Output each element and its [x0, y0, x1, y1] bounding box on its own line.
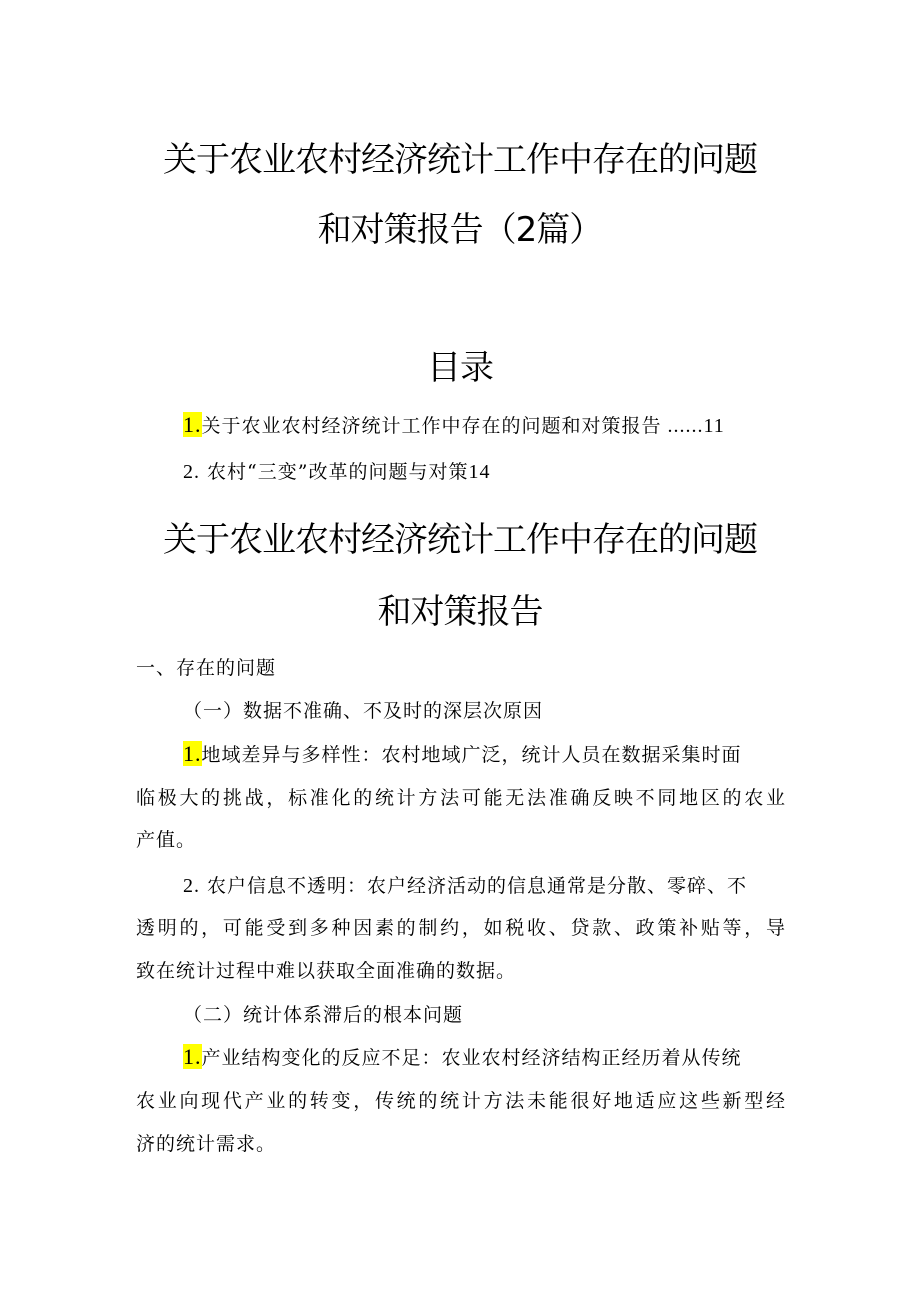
toc-item-2-page: 14 [468, 461, 491, 483]
paragraph-2-line-2: 透明的，可能受到多种因素的制约，如税收、贷款、政策补贴等，导 [136, 917, 786, 939]
toc-item-1-number: 1. [183, 412, 202, 437]
document-title-line-2: 和对策报告（2篇） [317, 210, 603, 250]
subsection-heading-1: （一）数据不准确、不及时的深层次原因 [183, 700, 544, 722]
article-title-line-2: 和对策报告 [377, 592, 543, 632]
paragraph-3-line-1: 1.产业结构变化的反应不足：农业农村经济结构正经历着从传统 [183, 1044, 742, 1069]
subsection-heading-2: （二）统计体系滞后的根本问题 [183, 1004, 464, 1026]
toc-item-1-text: 关于农业农村经济统计工作中存在的问题和对策报告 [201, 415, 662, 437]
article-title-line-1: 关于农业农村经济统计工作中存在的问题 [163, 520, 757, 560]
toc-item-2[interactable] [183, 457, 490, 484]
toc-item-1-page: 11 [703, 415, 725, 437]
paragraph-1-line-3: 产值。 [136, 829, 197, 851]
paragraph-2-line-1: 2. 农户信息不透明：农户经济活动的信息通常是分散、零碎、不 [183, 875, 748, 897]
paragraph-3-line-3: 济的统计需求。 [136, 1133, 277, 1155]
toc-item-2-number: 2. [183, 461, 200, 483]
section-heading-1: 一、存在的问题 [136, 657, 277, 679]
paragraph-3-line-2: 农业向现代产业的转变，传统的统计方法未能很好地适应这些新型经 [136, 1090, 786, 1112]
paragraph-1-number: 1. [183, 741, 202, 766]
paragraph-2-line-3: 致在统计过程中难以获取全面准确的数据。 [136, 960, 517, 982]
toc-item-1[interactable] [183, 411, 725, 438]
paragraph-3-number: 1. [183, 1044, 202, 1069]
paragraph-2-number: 2. [183, 875, 200, 897]
toc-heading: 目录 [427, 348, 493, 388]
toc-item-2-text: 农村“三变”改革的问题与对策 [207, 461, 469, 483]
document-title-line-1: 关于农业农村经济统计工作中存在的问题 [163, 140, 757, 180]
toc-item-1-dots: ...... [667, 415, 704, 437]
paragraph-1-line-1: 1.地域差异与多样性：农村地域广泛，统计人员在数据采集时面 [183, 741, 742, 766]
paragraph-1-line-2: 临极大的挑战，标准化的统计方法可能无法准确反映不同地区的农业 [136, 787, 786, 809]
